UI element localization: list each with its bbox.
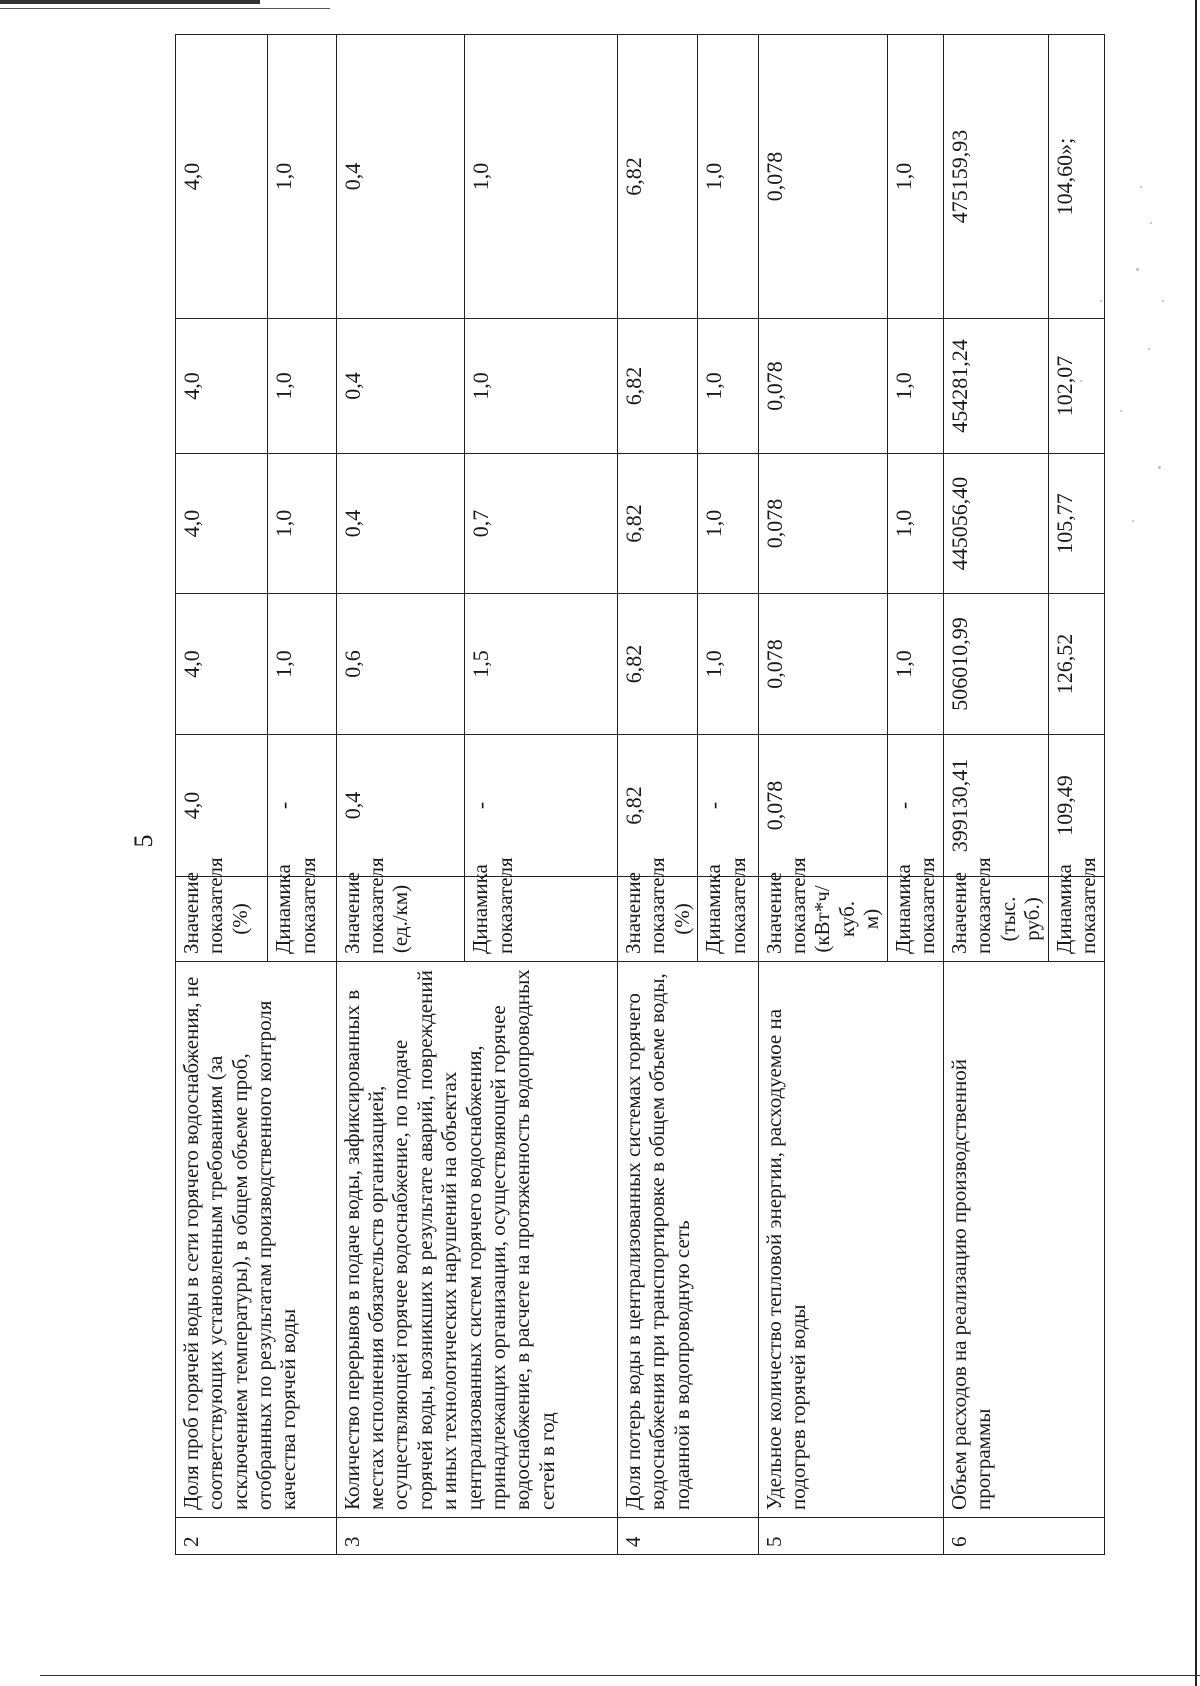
dynamics-label-line: показателя xyxy=(295,857,320,954)
dynamics-label-line: показателя xyxy=(492,857,517,954)
dynamics-label-line: Динамика xyxy=(891,864,916,954)
dynamics-cell: - xyxy=(698,735,758,877)
dynamics-cell: 1,0 xyxy=(888,319,944,454)
dynamics-cell: 105,77 xyxy=(1048,454,1104,594)
value-label-line: показателя xyxy=(364,857,389,954)
value-cell: 445056,40 xyxy=(944,454,1049,594)
dynamics-label-line: показателя xyxy=(1076,857,1101,954)
value-label-line: показателя xyxy=(786,857,811,954)
value-cell: 4,0 xyxy=(176,319,268,454)
value-label-line: показателя xyxy=(645,857,670,954)
dynamics-cell: 102,07 xyxy=(1048,319,1104,454)
dynamics-cell: - xyxy=(268,735,336,877)
row-description: Доля проб горячей воды в сети горячего водоснабжения, не соответствующих установленным требованиям (за исключением температуры), в общем объеме проб, отобранных по результатам производственного контроля качества горячей воды xyxy=(176,962,337,1518)
value-cell: 4,0 xyxy=(176,35,268,319)
dynamics-label-line: Динамика xyxy=(271,864,296,954)
value-label-line: Значение xyxy=(761,872,786,954)
value-label-line: Значение xyxy=(179,872,203,954)
value-label-line: (ед./км) xyxy=(388,884,413,954)
value-cell: 0,6 xyxy=(336,594,465,735)
rotated-table-container xyxy=(175,35,1105,1555)
row-description: Объем расходов на реализацию производственной программы xyxy=(944,962,1105,1518)
value-cell: 0,4 xyxy=(336,35,465,319)
dynamics-cell: 1,0 xyxy=(268,594,336,735)
scan-speck xyxy=(1120,410,1122,412)
value-cell: 0,078 xyxy=(758,735,887,877)
table-row xyxy=(618,35,698,1555)
scan-speck xyxy=(1158,466,1161,469)
dynamics-label xyxy=(888,857,944,962)
scan-speck xyxy=(1148,348,1150,350)
dynamics-cell: 1,0 xyxy=(268,319,336,454)
dynamics-label-line: показателя xyxy=(915,857,940,954)
dynamics-cell: - xyxy=(888,735,944,877)
value-label xyxy=(758,857,887,962)
value-cell: 0,4 xyxy=(336,454,465,594)
scan-edge xyxy=(0,8,330,9)
dynamics-cell: 1,0 xyxy=(698,594,758,735)
row-number: 3 xyxy=(336,1518,617,1555)
value-label-line: Значение xyxy=(339,872,364,954)
dynamics-label xyxy=(1048,857,1104,962)
dynamics-cell: 109,49 xyxy=(1048,735,1104,877)
dynamics-cell: 104,60»; xyxy=(1048,35,1104,319)
dynamics-label xyxy=(698,857,758,962)
value-cell: 0,078 xyxy=(758,319,887,454)
table-body xyxy=(176,35,1105,1555)
scan-speck xyxy=(1100,300,1102,302)
value-cell: 0,078 xyxy=(758,454,887,594)
value-cell: 4,0 xyxy=(176,454,268,594)
dynamics-label-line: Динамика xyxy=(1051,864,1076,954)
value-cell: 475159,93 xyxy=(944,35,1049,319)
value-cell: 6,82 xyxy=(618,35,698,319)
value-cell: 4,0 xyxy=(176,735,268,877)
scan-edge xyxy=(40,1675,1200,1676)
dynamics-cell: 126,52 xyxy=(1048,594,1104,735)
value-cell: 0,078 xyxy=(758,35,887,319)
value-cell: 454281,24 xyxy=(944,319,1049,454)
value-cell: 4,0 xyxy=(176,594,268,735)
value-cell: 506010,99 xyxy=(944,594,1049,735)
table-row xyxy=(176,35,268,1555)
value-label xyxy=(336,857,465,962)
value-cell: 6,82 xyxy=(618,454,698,594)
value-label-line: (кВт*ч/куб. xyxy=(810,885,859,953)
dynamics-cell: 0,7 xyxy=(465,454,618,594)
value-label-line: Значение xyxy=(947,872,972,954)
dynamics-label-line: Динамика xyxy=(701,864,726,954)
value-cell: 0,4 xyxy=(336,319,465,454)
row-description: Удельное количество тепловой энергии, расходуемое на подогрев горячей воды xyxy=(758,962,943,1518)
dynamics-cell: - xyxy=(465,735,618,877)
page-number: 5 xyxy=(129,834,158,848)
dynamics-cell: 1,0 xyxy=(698,454,758,594)
row-number: 4 xyxy=(618,1518,759,1555)
value-label-line: (%) xyxy=(669,903,694,935)
value-cell: 0,078 xyxy=(758,594,887,735)
row-description: Доля потерь воды в централизованных системах горячего водоснабжения при транспортировке в общем объеме воды, поданной в водопроводную сеть xyxy=(618,962,759,1518)
dynamics-cell: 1,0 xyxy=(888,35,944,319)
dynamics-label xyxy=(268,857,336,962)
dynamics-cell: 1,5 xyxy=(465,594,618,735)
value-label-line: (%) xyxy=(227,903,252,935)
indicators-table xyxy=(175,34,1105,1555)
dynamics-cell: 1,0 xyxy=(698,35,758,319)
scan-edge xyxy=(0,0,260,4)
dynamics-cell: 1,0 xyxy=(268,35,336,319)
value-label-line: м) xyxy=(859,908,884,930)
scan-speck xyxy=(1140,186,1142,188)
table-row xyxy=(758,35,887,1555)
value-label xyxy=(944,857,1049,962)
value-label-line: (тыс. руб.) xyxy=(995,896,1045,942)
dynamics-label-line: Динамика xyxy=(468,864,493,954)
value-cell: 6,82 xyxy=(618,735,698,877)
scan-speck xyxy=(1132,520,1134,522)
dynamics-cell: 1,0 xyxy=(465,35,618,319)
value-label-line: показателя xyxy=(203,857,228,954)
row-number: 6 xyxy=(944,1518,1105,1555)
scan-speck xyxy=(1162,300,1164,302)
value-cell: 6,82 xyxy=(618,319,698,454)
dynamics-cell: 1,0 xyxy=(268,454,336,594)
scan-speck xyxy=(1136,268,1139,271)
value-label-line: Значение xyxy=(621,872,645,954)
dynamics-label xyxy=(465,857,618,962)
scan-speck xyxy=(1150,222,1152,224)
value-label-line: показателя xyxy=(971,857,996,954)
scan-speck xyxy=(1080,380,1082,382)
value-cell: 399130,41 xyxy=(944,735,1049,877)
dynamics-cell: 1,0 xyxy=(888,594,944,735)
row-number: 5 xyxy=(758,1518,943,1555)
scan-edge xyxy=(1195,0,1197,1686)
dynamics-cell: 1,0 xyxy=(465,319,618,454)
dynamics-label-line: показателя xyxy=(725,857,750,954)
dynamics-cell: 1,0 xyxy=(698,319,758,454)
dynamics-cell: 1,0 xyxy=(888,454,944,594)
table-row xyxy=(944,35,1049,1555)
value-label xyxy=(618,857,698,962)
row-description: Количество перерывов в подаче воды, зафиксированных в местах исполнения обязательств организацией, осуществляющей горячее водоснабжение, по подаче горячей воды, возникших в результате аварий, повреждений и иных технологических нарушений на объектах централизованных систем горячего водоснабжения, принадлежащих организации, осуществляющей горячее водоснабжение, в расчете на протяженность водопроводных сетей в год xyxy=(336,962,617,1518)
value-cell: 6,82 xyxy=(618,594,698,735)
value-label xyxy=(176,857,268,962)
table-row xyxy=(336,35,465,1555)
value-cell: 0,4 xyxy=(336,735,465,877)
row-number: 2 xyxy=(176,1518,337,1555)
